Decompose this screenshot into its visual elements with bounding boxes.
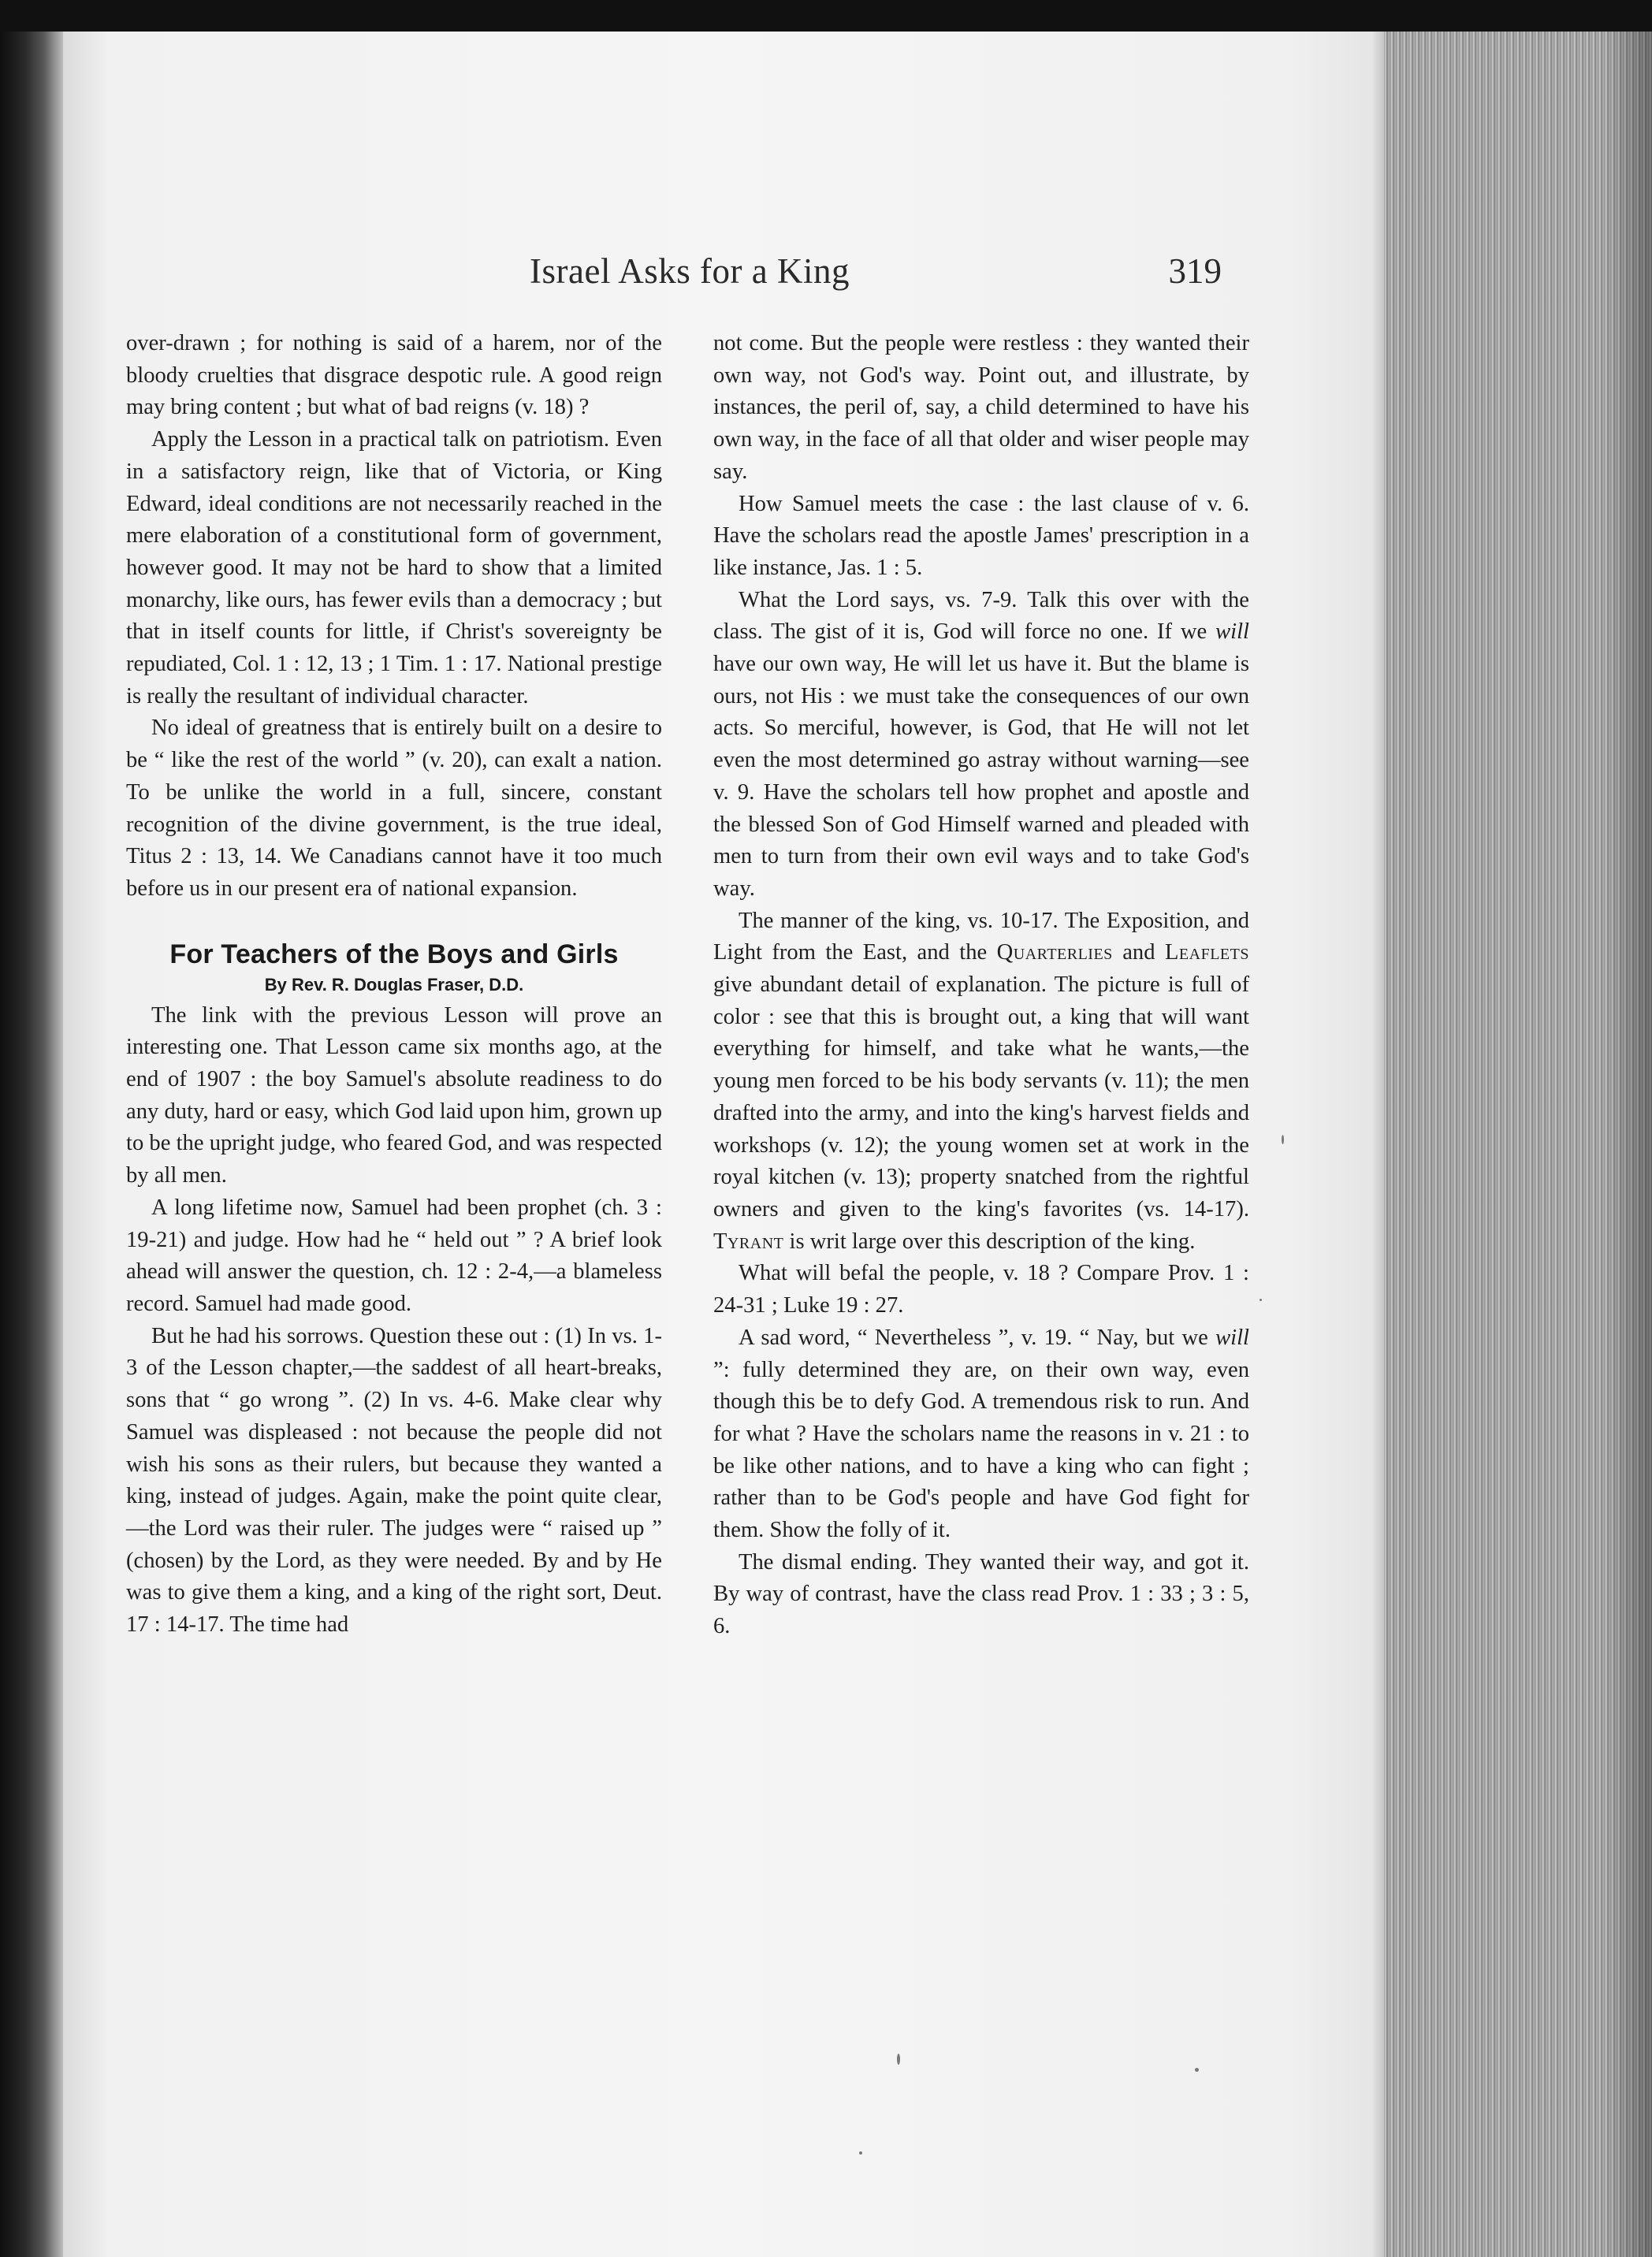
text-run: What the Lord says, vs. 7-9. Talk this over with the class. The gist of it is, God will force no one. If we bbox=[713, 587, 1249, 645]
paragraph: What will befal the people, v. 18 ? Compare Prov. 1 : 24-31 ; Luke 19 : 27. bbox=[713, 1261, 1249, 1318]
emphasis: will bbox=[1215, 1325, 1249, 1350]
paragraph: No ideal of greatness that is entirely built on a desire to be “ like the rest of the world ” (v. 20), can exalt a nation. To be unlike the world in a full, sincere, constant recognition of the divine government, is the true ideal, Titus 2 : 13, 14. We Canadians cannot have it too much before us in our present era of national expansion. bbox=[126, 716, 662, 901]
scan-speck bbox=[859, 2151, 862, 2155]
small-caps-term: Quarterlies bbox=[996, 940, 1113, 965]
paragraph: The link with the previous Lesson will prove an interesting one. That Lesson came six months ago, at the end of 1907 : the boy Samuel's absolute readiness to do any duty, hard or easy, which God laid upon him, grown up to be the upright judge, who feared God, and was respected by all men. bbox=[126, 1002, 662, 1188]
book-binding-shadow bbox=[0, 32, 63, 2257]
paragraph bbox=[713, 1322, 1249, 1547]
text-run: and bbox=[1112, 940, 1165, 965]
paragraph: Apply the Lesson in a practical talk on patriotism. Even in a satisfactory reign, like that of Victoria, or King Edward, ideal conditions are not necessarily reached in the mere elaboration of a constitutional form of government, however good. It may not be hard to show that a limited monarchy, like ours, has fewer evils than a democracy ; but that in itself counts for little, if Christ's sovereignty be repudiated, Col. 1 : 12, 13 ; 1 Tim. 1 : 17. National prestige is really the resultant of individual character. bbox=[126, 427, 662, 708]
running-head bbox=[142, 251, 1237, 298]
paragraph: But he had his sorrows. Question these out : (1) In vs. 1-3 of the Lesson chapter,—the saddest of all heart-breaks, sons that “ go wrong ”. (2) In vs. 4-6. Make clear why Samuel was displeased : not because the people did not wish his sons as their rulers, but because they wanted a king, instead of judges. Again, make the point quite clear,—the Lord was their ruler. The judges were “ raised up ” (chosen) by the Lord, as they were needed. By and by He was to give them a king, and a king of the right sort, Deut. 17 : 14-17. The time had bbox=[126, 1323, 662, 1638]
paragraph bbox=[713, 585, 1249, 905]
right-column bbox=[713, 328, 1249, 1643]
book-page-edges bbox=[1384, 32, 1652, 2257]
left-column bbox=[126, 328, 662, 1642]
page-number: 319 bbox=[1168, 251, 1222, 291]
text-run: The manner of the king, vs. 10-17. The Exposition, and Light from the East, and the bbox=[713, 908, 1249, 965]
text-run: is writ large over this description of the king. bbox=[783, 1229, 1196, 1254]
scan-speck bbox=[1282, 1135, 1284, 1144]
running-title: Israel Asks for a King bbox=[530, 251, 850, 291]
text-run: ”: fully determined they are, on their own way, even though this be to defy God. A tremendous risk to run. And for what ? Have the scholars name the reasons in v. 21 : to be like other nations, and to have a king who can fight ; rather than to be God's people and have God fight for them. Show the folly of it. bbox=[713, 1357, 1249, 1543]
small-caps-term: Leaflets bbox=[1164, 940, 1249, 965]
paragraph: How Samuel meets the case : the last clause of v. 6. Have the scholars read the apostle James' prescription in a like instance, Jas. 1 : 5. bbox=[713, 491, 1249, 580]
small-caps-term: Tyrant bbox=[713, 1229, 784, 1254]
scan-speck bbox=[1259, 1299, 1262, 1301]
paragraph: The dismal ending. They wanted their way, and got it. By way of contrast, have the class read Prov. 1 : 33 ; 3 : 5, 6. bbox=[713, 1549, 1249, 1639]
paragraph: not come. But the people were restless : they wanted their own way, not God's way. Point out, and illustrate, by instances, the peril of, say, a child determined to have his own way, in the face of all that older and wiser people may say. bbox=[713, 331, 1249, 484]
paragraph bbox=[713, 905, 1249, 1259]
scan-speck bbox=[897, 2054, 900, 2065]
text-run: A sad word, “ Nevertheless ”, v. 19. “ Nay, but we bbox=[739, 1325, 1216, 1350]
text-run: have our own way, He will let us have it. But the blame is ours, not His : we must take the consequences of our own acts. So merciful, however, is God, that He will not let even the most determined go astray without warning—see v. 9. Have the scholars tell how prophet and apostle and the blessed Son of God Himself warned and pleaded with men to turn from their own evil ways and to take God's way. bbox=[713, 652, 1249, 901]
paragraph: over-drawn ; for nothing is said of a harem, nor of the bloody cruelties that disgrace despotic rule. A good reign may bring content ; but what of bad reigns (v. 18) ? bbox=[126, 331, 662, 420]
paragraph: A long lifetime now, Samuel had been prophet (ch. 3 : 19-21) and judge. How had he “ held out ” ? A brief look ahead will answer the question, ch. 12 : 2-4,—a blameless record. Samuel had made good. bbox=[126, 1195, 662, 1316]
section-heading: For Teachers of the Boys and Girls bbox=[169, 939, 619, 969]
scan-speck bbox=[1195, 2068, 1199, 2072]
emphasis: will bbox=[1215, 619, 1249, 645]
byline: By Rev. R. Douglas Fraser, D.D. bbox=[264, 974, 524, 995]
text-run: give abundant detail of explanation. The picture is full of color : see that this is brought out, a king that will want everything for himself, and take what he wants,—the young men forced to be his body servants (v. 11); the men drafted into the army, and into the king's harvest fields and workshops (v. 12); the young women set at work in the royal kitchen (v. 13); property snatched from the rightful owners and given to the king's favorites (vs. 14-17). bbox=[713, 972, 1249, 1221]
